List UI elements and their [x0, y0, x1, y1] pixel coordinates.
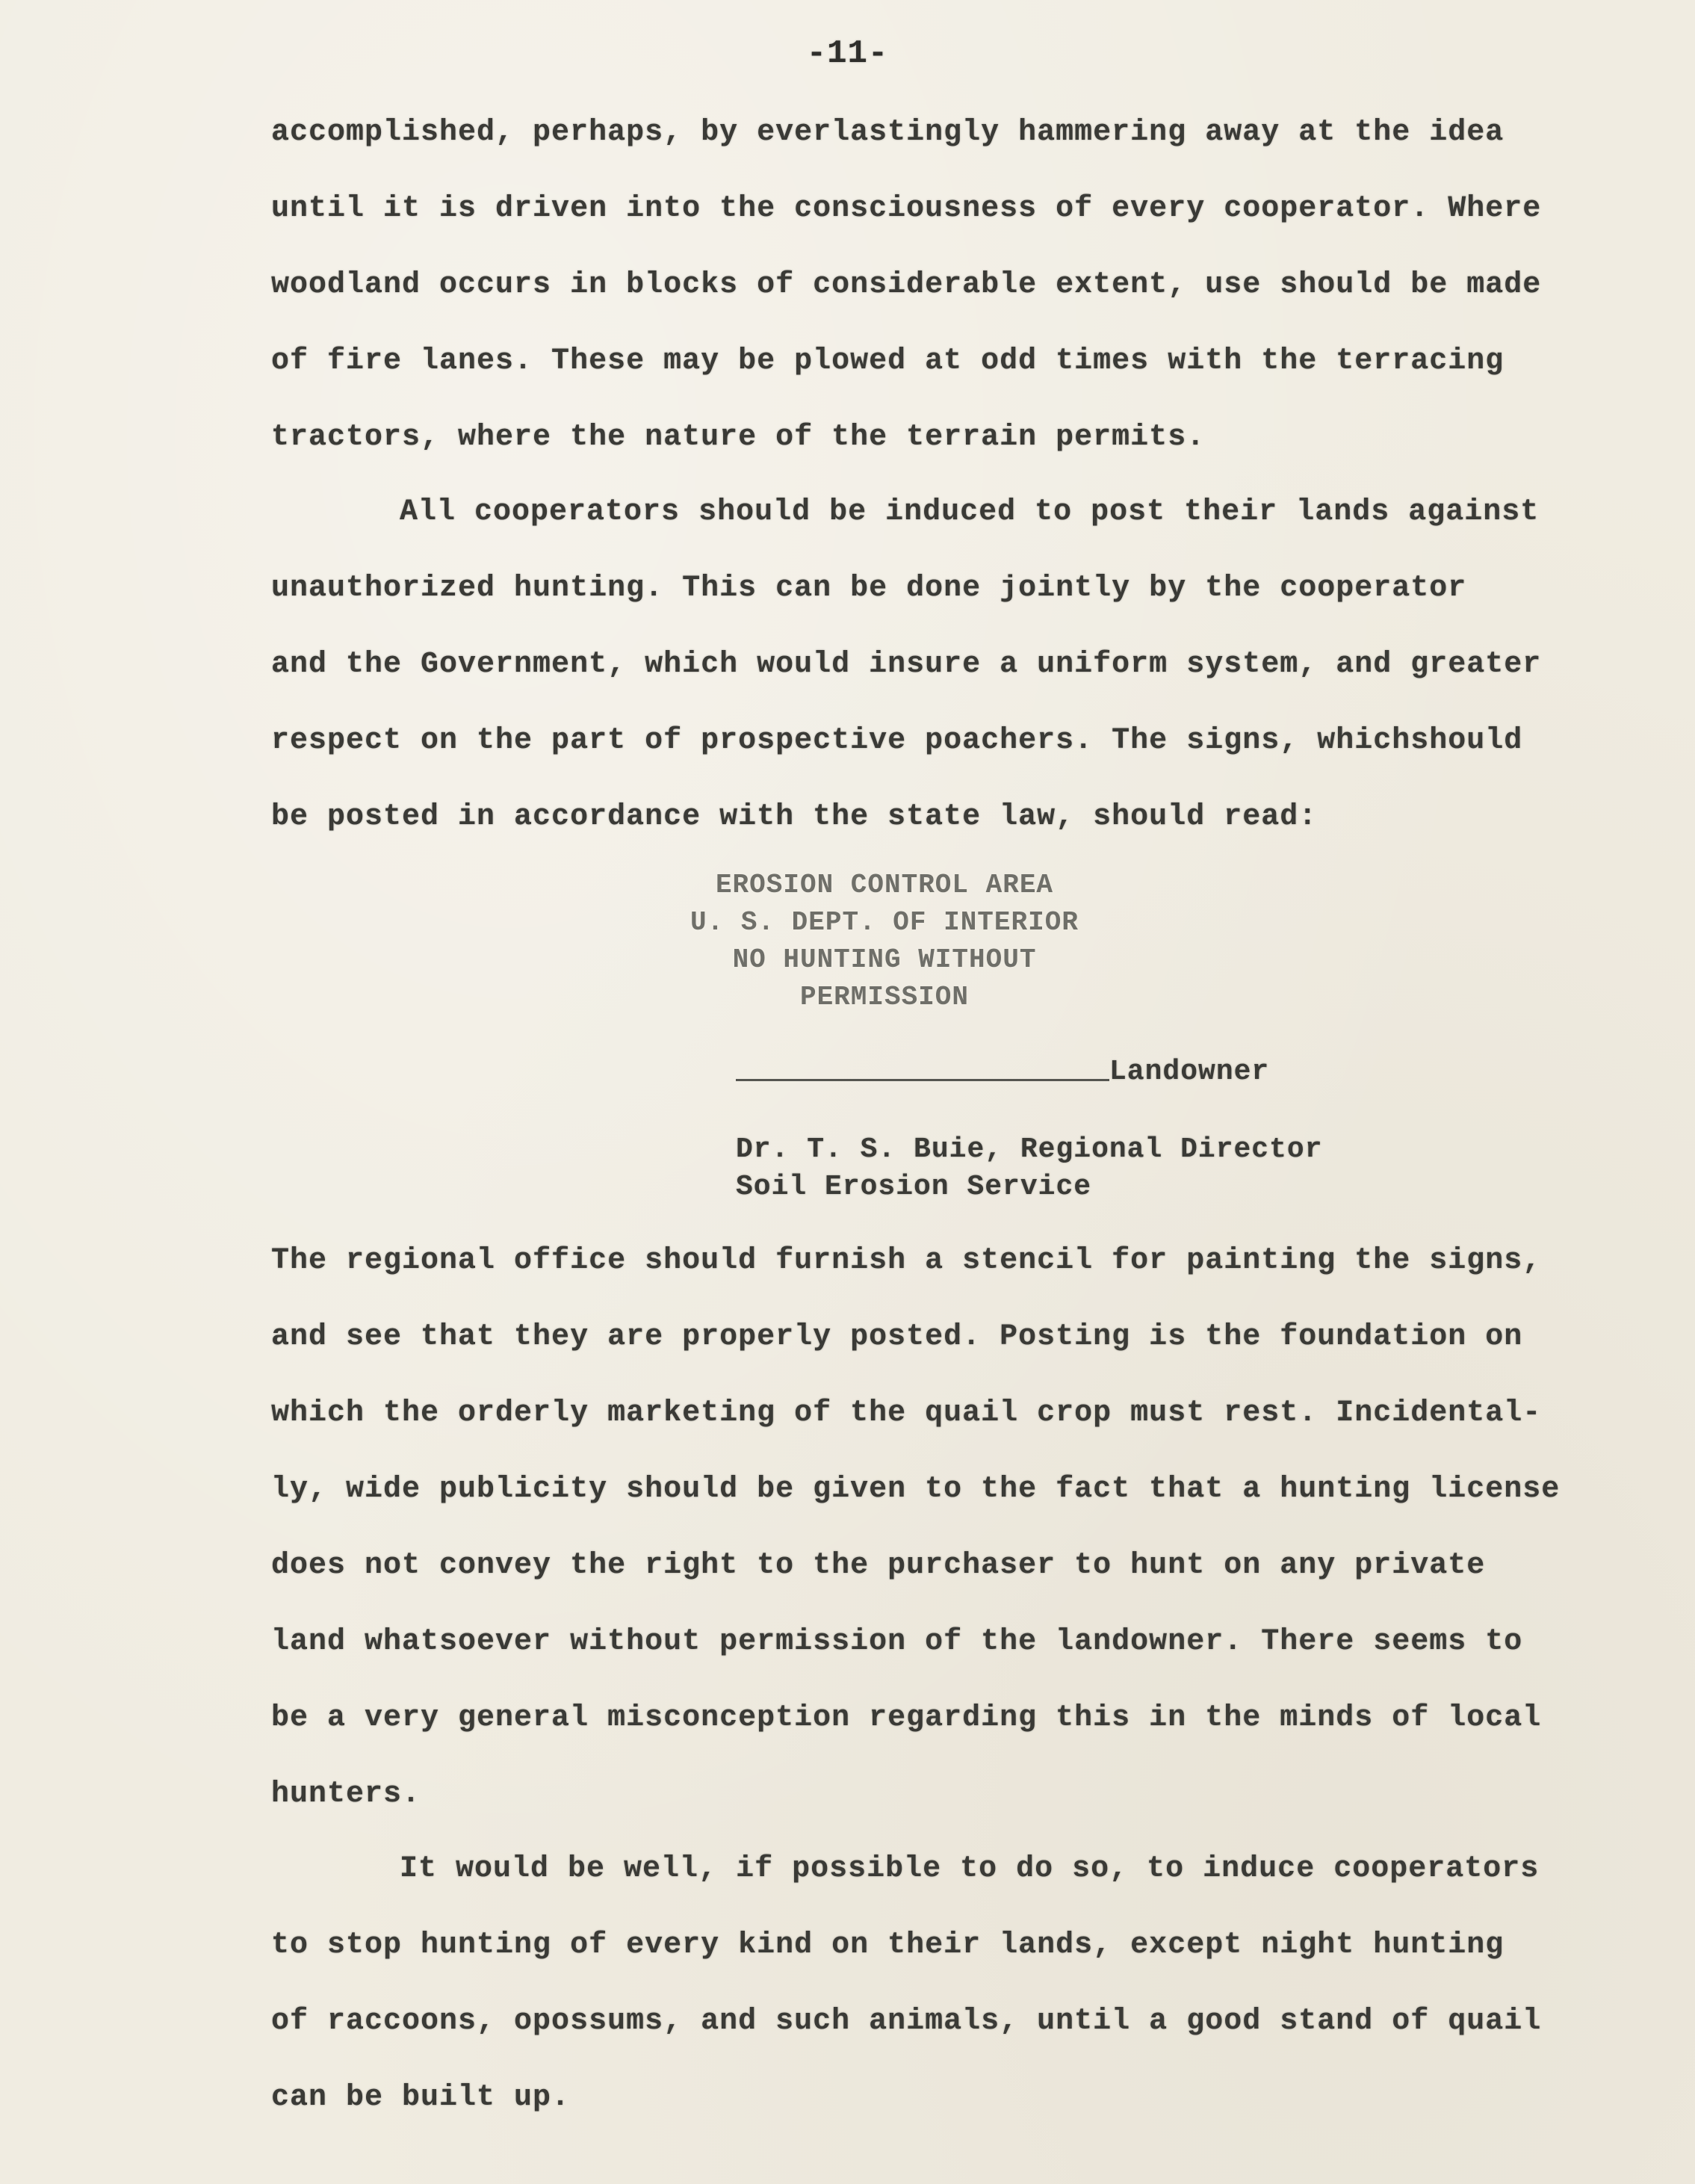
paragraph-3-line: does not convey the right to the purchaser to hunt on any private [271, 1549, 1486, 1583]
page-number: -11- [806, 35, 889, 72]
paragraph-2-line: All cooperators should be induced to post their lands against [400, 495, 1540, 529]
sign-line: U. S. DEPT. OF INTERIOR [690, 907, 1079, 938]
paragraph-1-line: of fire lanes. These may be plowed at odd times with the terracing [271, 344, 1505, 378]
paragraph-3-line: land whatsoever without permission of the landowner. There seems to [271, 1625, 1523, 1659]
landowner-label: Landowner [1109, 1056, 1270, 1088]
paragraph-3-line: be a very general misconception regarding this in the minds of local [271, 1701, 1542, 1735]
paragraph-1-line: tractors, where the nature of the terrain permits. [271, 421, 1206, 454]
paragraph-3-line: ly, wide publicity should be given to the fact that a hunting license [271, 1473, 1561, 1506]
paragraph-4-line: can be built up. [271, 2081, 571, 2115]
director-name: Dr. T. S. Buie, Regional Director [736, 1133, 1323, 1166]
paragraph-4-line: to stop hunting of every kind on their lands, except night hunting [271, 1928, 1505, 1962]
paragraph-3-line: which the orderly marketing of the quail crop must rest. Incidental- [271, 1396, 1542, 1430]
sign-line: NO HUNTING WITHOUT [732, 944, 1037, 975]
paragraph-2-line: respect on the part of prospective poachers. The signs, whichshould [271, 724, 1523, 758]
paragraph-2-line: and the Government, which would insure a uniform system, and greater [271, 648, 1542, 681]
paragraph-1-line: accomplished, perhaps, by everlastingly hammering away at the idea [271, 116, 1505, 149]
paragraph-2-line: be posted in accordance with the state law, should read: [271, 800, 1318, 834]
paragraph-2-line: unauthorized hunting. This can be done jointly by the cooperator [271, 572, 1467, 605]
signature-line [736, 1079, 1109, 1081]
sign-line: PERMISSION [799, 982, 970, 1012]
paragraph-4-line: It would be well, if possible to do so, to induce cooperators [400, 1852, 1540, 1886]
paragraph-1-line: woodland occurs in blocks of considerable extent, use should be made [271, 268, 1542, 302]
paragraph-4-line: of raccoons, opossums, and such animals, until a good stand of quail [271, 2005, 1542, 2038]
paragraph-1-line: until it is driven into the consciousness of every cooperator. Where [271, 192, 1542, 226]
paragraph-3-line: and see that they are properly posted. Posting is the foundation on [271, 1320, 1523, 1354]
paragraph-3-line: The regional office should furnish a stencil for painting the signs, [271, 1244, 1542, 1278]
paragraph-3-line: hunters. [271, 1778, 421, 1811]
sign-line: EROSION CONTROL AREA [715, 870, 1054, 900]
service-name: Soil Erosion Service [736, 1171, 1092, 1203]
